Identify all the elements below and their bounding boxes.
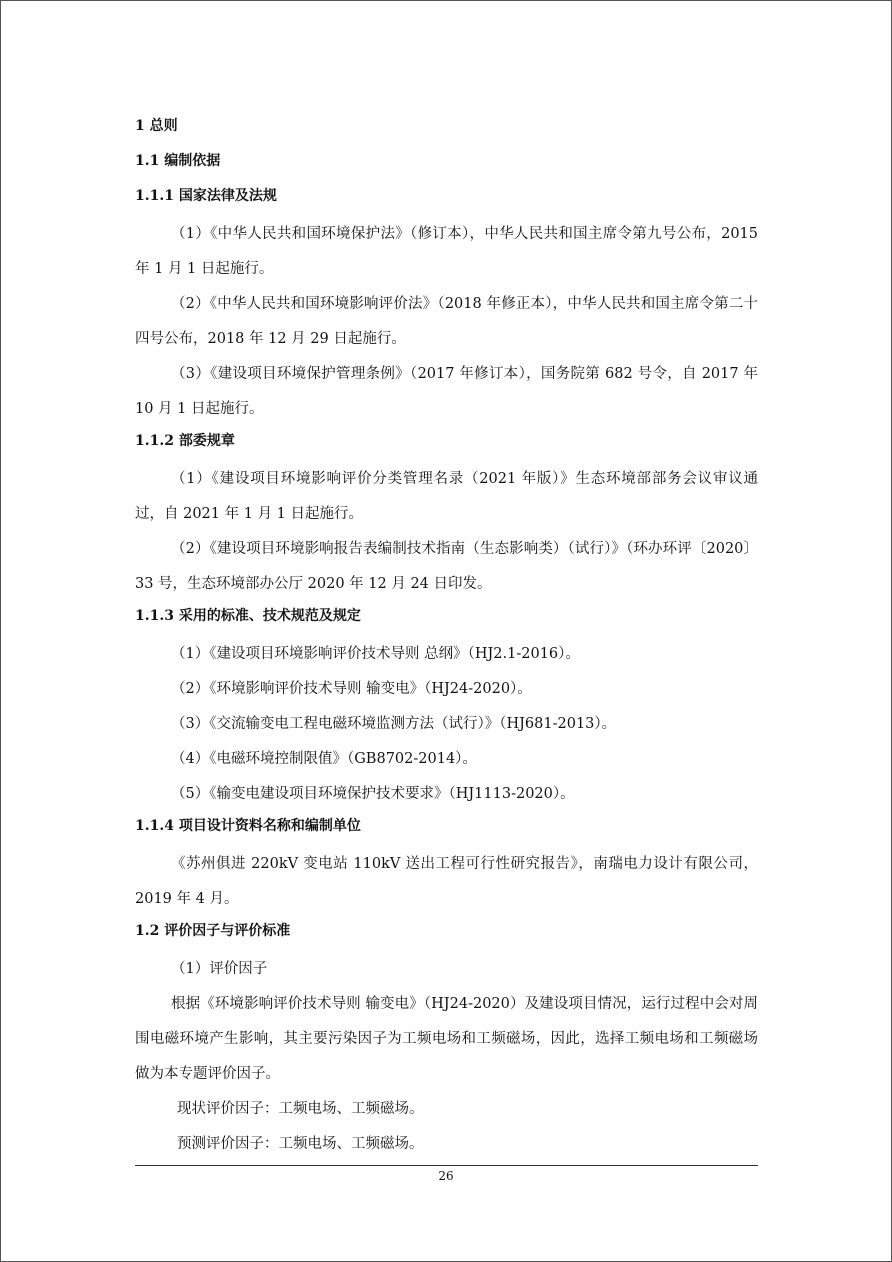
- list-item: （5）《输变电建设项目环境保护技术要求》（HJ1113-2020）。: [171, 786, 575, 802]
- paragraph: （1）《中华人民共和国环境保护法》（修订本），中华人民共和国主席令第九号公布，2015 年 1 月 1 日起施行。: [135, 226, 758, 277]
- paragraph: （1）《建设项目环境影响评价分类管理名录（2021 年版）》生态环境部部务会议审议通过，自 2021 年 1 月 1 日起施行。: [135, 471, 758, 522]
- section-heading: 1.1.4 项目设计资料名称和编制单位: [135, 818, 361, 834]
- section-heading: 1.1 编制依据: [135, 153, 221, 169]
- paragraph: 《苏州俱进 220kV 变电站 110kV 送出工程可行性研究报告》，南瑞电力设计有限公司，2019 年 4 月。: [135, 856, 758, 907]
- section-heading: 1.1.2 部委规章: [135, 433, 235, 449]
- list-item: （4）《电磁环境控制限值》（GB8702-2014）。: [171, 751, 477, 767]
- section-heading: 1.1.3 采用的标准、技术规范及规定: [135, 608, 361, 624]
- section-heading: 1 总则: [135, 118, 178, 134]
- footer-divider: [135, 1165, 758, 1166]
- page-number: 26: [438, 1169, 454, 1183]
- paragraph: 预测评价因子：工频电场、工频磁场。: [177, 1136, 424, 1152]
- document-body: [135, 112, 758, 1162]
- paragraph: 根据《环境影响评价技术导则 输变电》（HJ24-2020）及建设项目情况，运行过程中会对周围电磁环境产生影响，其主要污染因子为工频电场和工频磁场，因此，选择工频电场和工频磁场做为本专题评价因子。: [135, 996, 758, 1082]
- paragraph: （3）《建设项目环境保护管理条例》（2017 年修订本），国务院第 682 号令，自 2017 年 10 月 1 日起施行。: [135, 366, 758, 417]
- section-heading: 1.1.1 国家法律及法规: [135, 188, 277, 204]
- section-heading: 1.2 评价因子与评价标准: [135, 923, 291, 939]
- paragraph: （2）《建设项目环境影响报告表编制技术指南（生态影响类）（试行）》（环办环评〔2020〕33 号，生态环境部办公厅 2020 年 12 月 24 日印发。: [135, 541, 758, 592]
- paragraph: （2）《中华人民共和国环境影响评价法》（2018 年修正本），中华人民共和国主席令第二十四号公布，2018 年 12 月 29 日起施行。: [135, 296, 758, 347]
- list-item: （1）《建设项目环境影响评价技术导则 总纲》（HJ2.1-2016）。: [171, 646, 580, 662]
- list-item: （2）《环境影响评价技术导则 输变电》（HJ24-2020）。: [171, 681, 532, 697]
- list-item: （3）《交流输变电工程电磁环境监测方法（试行）》（HJ681-2013）。: [171, 716, 617, 732]
- list-item: （1）评价因子: [171, 961, 268, 977]
- paragraph: 现状评价因子：工频电场、工频磁场。: [177, 1101, 424, 1117]
